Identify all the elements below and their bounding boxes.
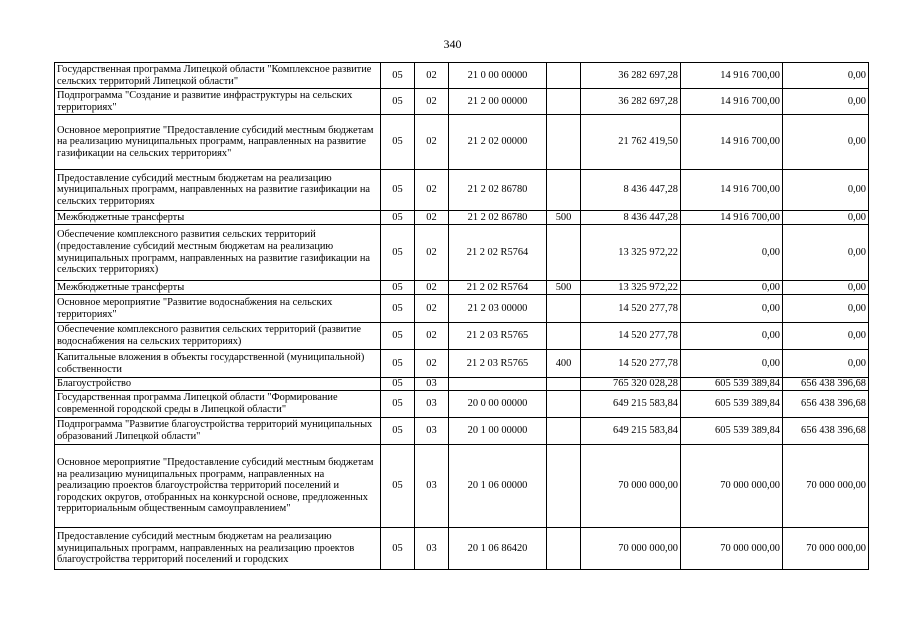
target-article-cell: 21 0 00 00000 [449,63,547,89]
target-article-cell: 21 2 02 R5764 [449,225,547,281]
target-article-cell: 21 2 02 00000 [449,115,547,170]
table-row [55,323,869,350]
row-name-cell: Подпрограмма "Создание и развитие инфраструктуры на сельских территориях" [55,89,381,115]
target-article-cell: 20 1 06 86420 [449,528,547,570]
amount-year1-cell: 14 520 277,78 [581,323,681,350]
section-code-cell: 05 [381,89,415,115]
expense-type-cell [547,391,581,418]
table-row [55,378,869,391]
amount-year3-cell: 0,00 [783,170,869,211]
subsection-code-cell: 03 [415,391,449,418]
row-name-cell: Государственная программа Липецкой области "Комплексное развитие сельских территорий Липецкой области" [55,63,381,89]
amount-year2-cell: 14 916 700,00 [681,170,783,211]
amount-year1-cell: 649 215 583,84 [581,418,681,445]
subsection-code-cell: 02 [415,350,449,378]
amount-year2-cell: 0,00 [681,295,783,323]
amount-year1-cell: 70 000 000,00 [581,445,681,528]
expense-type-cell [547,225,581,281]
subsection-code-cell: 03 [415,445,449,528]
expense-type-cell [547,378,581,391]
amount-year1-cell: 8 436 447,28 [581,211,681,225]
section-code-cell: 05 [381,170,415,211]
section-code-cell: 05 [381,115,415,170]
subsection-code-cell: 02 [415,323,449,350]
expense-type-cell [547,295,581,323]
table-row [55,528,869,570]
expense-type-cell [547,63,581,89]
row-name-cell: Подпрограмма "Развитие благоустройства территорий муниципальных образований Липецкой области" [55,418,381,445]
amount-year1-cell: 36 282 697,28 [581,63,681,89]
table-row [55,89,869,115]
row-name-cell: Основное мероприятие "Предоставление субсидий местным бюджетам на реализацию муниципальных программ, направленных на реализацию проектов благоустройства территорий поселений и городских округов, отобранных на конкурсной основе, предложенных территориальным общественным самоуправлением" [55,445,381,528]
amount-year3-cell: 0,00 [783,225,869,281]
subsection-code-cell: 02 [415,211,449,225]
table-row [55,211,869,225]
subsection-code-cell: 02 [415,170,449,211]
subsection-code-cell: 02 [415,63,449,89]
amount-year2-cell: 0,00 [681,323,783,350]
table-row [55,170,869,211]
table-row [55,281,869,295]
amount-year2-cell: 14 916 700,00 [681,63,783,89]
row-name-cell: Предоставление субсидий местным бюджетам на реализацию муниципальных программ, направленных на развитие газификации на сельских территориях [55,170,381,211]
page-number: 340 [443,37,462,51]
table-row [55,391,869,418]
expense-type-cell [547,323,581,350]
amount-year3-cell: 656 438 396,68 [783,378,869,391]
row-name-cell: Межбюджетные трансферты [55,211,381,225]
amount-year1-cell: 21 762 419,50 [581,115,681,170]
subsection-code-cell: 02 [415,281,449,295]
amount-year1-cell: 14 520 277,78 [581,295,681,323]
target-article-cell: 21 2 02 86780 [449,211,547,225]
subsection-code-cell: 03 [415,378,449,391]
amount-year3-cell: 0,00 [783,115,869,170]
target-article-cell: 21 2 03 00000 [449,295,547,323]
section-code-cell: 05 [381,350,415,378]
table-row [55,295,869,323]
amount-year2-cell: 70 000 000,00 [681,445,783,528]
table-row [55,63,869,89]
row-name-cell: Предоставление субсидий местным бюджетам на реализацию муниципальных программ, направленных на реализацию проектов благоустройства территорий поселений и городских [55,528,381,570]
section-code-cell: 05 [381,445,415,528]
amount-year1-cell: 14 520 277,78 [581,350,681,378]
amount-year3-cell: 656 438 396,68 [783,418,869,445]
row-name-cell: Межбюджетные трансферты [55,281,381,295]
subsection-code-cell: 02 [415,295,449,323]
row-name-cell: Основное мероприятие "Предоставление субсидий местным бюджетам на реализацию муниципальных программ, направленных на развитие газификации на сельских территориях" [55,115,381,170]
amount-year1-cell: 36 282 697,28 [581,89,681,115]
amount-year1-cell: 765 320 028,28 [581,378,681,391]
subsection-code-cell: 03 [415,418,449,445]
amount-year3-cell: 0,00 [783,63,869,89]
row-name-cell: Обеспечение комплексного развития сельских территорий (развитие водоснабжения на сельских территориях) [55,323,381,350]
table-row [55,225,869,281]
subsection-code-cell: 02 [415,225,449,281]
row-name-cell: Государственная программа Липецкой области "Формирование современной городской среды в Липецкой области" [55,391,381,418]
target-article-cell [449,378,547,391]
amount-year3-cell: 656 438 396,68 [783,391,869,418]
amount-year3-cell: 0,00 [783,295,869,323]
amount-year1-cell: 13 325 972,22 [581,225,681,281]
expense-type-cell [547,528,581,570]
row-name-cell: Капитальные вложения в объекты государственной (муниципальной) собственности [55,350,381,378]
target-article-cell: 21 2 02 R5764 [449,281,547,295]
amount-year1-cell: 649 215 583,84 [581,391,681,418]
amount-year2-cell: 70 000 000,00 [681,528,783,570]
amount-year2-cell: 14 916 700,00 [681,211,783,225]
section-code-cell: 05 [381,225,415,281]
subsection-code-cell: 02 [415,89,449,115]
amount-year3-cell: 70 000 000,00 [783,528,869,570]
row-name-cell: Основное мероприятие "Развитие водоснабжения на сельских территориях" [55,295,381,323]
amount-year2-cell: 605 539 389,84 [681,391,783,418]
target-article-cell: 20 0 00 00000 [449,391,547,418]
amount-year2-cell: 605 539 389,84 [681,418,783,445]
section-code-cell: 05 [381,378,415,391]
subsection-code-cell: 03 [415,528,449,570]
amount-year2-cell: 14 916 700,00 [681,115,783,170]
section-code-cell: 05 [381,63,415,89]
table-row [55,445,869,528]
subsection-code-cell: 02 [415,115,449,170]
amount-year3-cell: 0,00 [783,350,869,378]
row-name-cell: Благоустройство [55,378,381,391]
target-article-cell: 21 2 03 R5765 [449,323,547,350]
section-code-cell: 05 [381,528,415,570]
target-article-cell: 20 1 06 00000 [449,445,547,528]
table-row [55,115,869,170]
section-code-cell: 05 [381,391,415,418]
section-code-cell: 05 [381,295,415,323]
amount-year3-cell: 0,00 [783,323,869,350]
amount-year1-cell: 13 325 972,22 [581,281,681,295]
amount-year2-cell: 0,00 [681,225,783,281]
section-code-cell: 05 [381,323,415,350]
budget-table [54,62,869,570]
amount-year2-cell: 605 539 389,84 [681,378,783,391]
expense-type-cell: 400 [547,350,581,378]
amount-year2-cell: 14 916 700,00 [681,89,783,115]
table-row [55,418,869,445]
table-row [55,350,869,378]
expense-type-cell: 500 [547,281,581,295]
amount-year2-cell: 0,00 [681,350,783,378]
expense-type-cell [547,170,581,211]
amount-year3-cell: 70 000 000,00 [783,445,869,528]
target-article-cell: 20 1 00 00000 [449,418,547,445]
expense-type-cell [547,445,581,528]
amount-year1-cell: 8 436 447,28 [581,170,681,211]
amount-year3-cell: 0,00 [783,281,869,295]
section-code-cell: 05 [381,418,415,445]
amount-year1-cell: 70 000 000,00 [581,528,681,570]
section-code-cell: 05 [381,281,415,295]
target-article-cell: 21 2 03 R5765 [449,350,547,378]
amount-year3-cell: 0,00 [783,211,869,225]
expense-type-cell: 500 [547,211,581,225]
target-article-cell: 21 2 02 86780 [449,170,547,211]
target-article-cell: 21 2 00 00000 [449,89,547,115]
amount-year3-cell: 0,00 [783,89,869,115]
expense-type-cell [547,418,581,445]
expense-type-cell [547,89,581,115]
amount-year2-cell: 0,00 [681,281,783,295]
row-name-cell: Обеспечение комплексного развития сельских территорий (предоставление субсидий местным бюджетам на реализацию муниципальных программ, направленных на развитие газификации на сельских территориях) [55,225,381,281]
section-code-cell: 05 [381,211,415,225]
expense-type-cell [547,115,581,170]
